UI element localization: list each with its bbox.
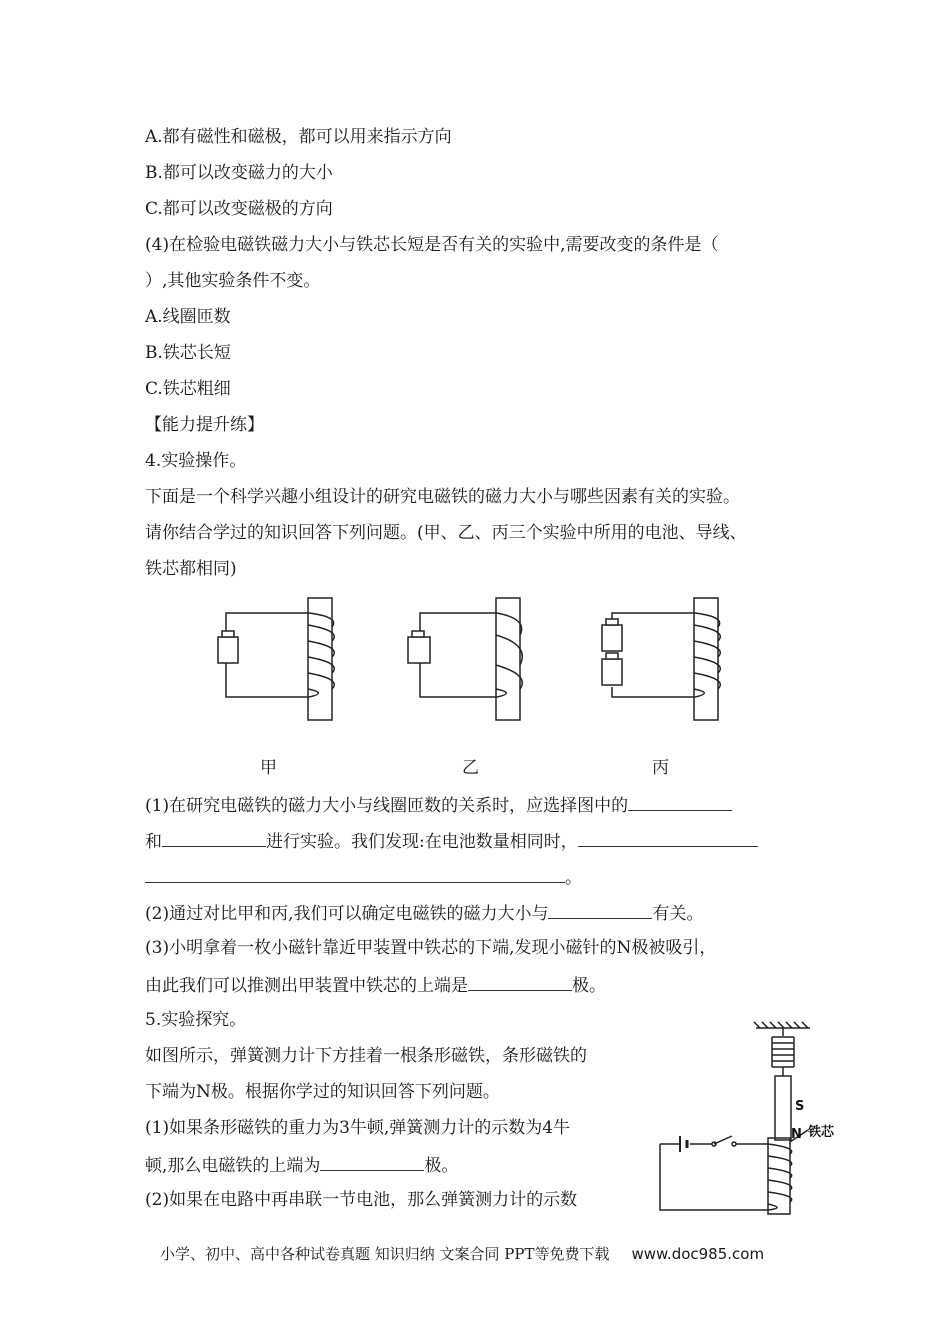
answer-blank-2[interactable]: [162, 828, 266, 847]
spring-magnet-diagram: [648, 1022, 888, 1222]
label-n: N: [791, 1127, 802, 1142]
q4-option-a: A.线圈匝数: [145, 307, 231, 327]
problem4-sub3-line1: (3)小明拿着一枚小磁针靠近甲装置中铁芯的下端,发现小磁针的N极被吸引，: [145, 938, 717, 958]
sub1-text: (1)在研究电磁铁的磁力大小与线圈匝数的关系时，应选择图中的: [145, 796, 629, 816]
problem4-sub3-line2: [145, 972, 606, 998]
answer-blank-7[interactable]: [320, 1152, 424, 1171]
problem4-sub1-line1: [145, 792, 732, 818]
problem5-intro-line1: 如图所示，弹簧测力计下方挂着一根条形磁铁，条形磁铁的: [145, 1046, 587, 1066]
diagram-jia: [212, 595, 362, 725]
problem4-intro-line2: 请你结合学过的知识回答下列问题。(甲、乙、丙三个实验中所用的电池、导线、: [145, 523, 747, 543]
p5-sub1-text: 顿,那么电磁铁的上端为: [145, 1156, 321, 1176]
problem4-sub1-line3: [145, 864, 582, 890]
footer: [160, 1243, 764, 1265]
footer-url[interactable]: www.doc985.com: [631, 1245, 765, 1263]
problem4-intro-line1: 下面是一个科学兴趣小组设计的研究电磁铁的磁力大小与哪些因素有关的实验。: [145, 487, 740, 507]
problem4-intro-line3: 铁芯都相同): [145, 559, 237, 579]
q4-stem-line2: ）,其他实验条件不变。: [145, 271, 321, 291]
problem5-sub2-line1: (2)如果在电路中再串联一节电池，那么弹簧测力计的示数: [145, 1190, 578, 1210]
problem5-sub1-line1: (1)如果条形磁铁的重力为3牛顿,弹簧测力计的示数为4牛: [145, 1118, 571, 1138]
problem4-title: 4.实验操作。: [145, 451, 247, 471]
q4-option-b: B.铁芯长短: [145, 343, 231, 363]
answer-blank-5[interactable]: [548, 900, 652, 919]
q3-option-b: B.都可以改变磁力的大小: [145, 163, 333, 183]
q4-stem-line1: (4)在检验电磁铁磁力大小与铁芯长短是否有关的实验中,需要改变的条件是（: [145, 235, 719, 255]
problem5-intro-line2: 下端为N极。根据你学过的知识回答下列问题。: [145, 1082, 500, 1102]
diagram-yi: [400, 595, 550, 725]
answer-blank-1[interactable]: [628, 792, 732, 811]
answer-blank-3[interactable]: [578, 828, 758, 847]
sub1-end-text: 。: [565, 868, 582, 888]
sub1-line2-text: 进行实验。我们发现:在电池数量相同时，: [266, 832, 578, 852]
footer-text: 小学、初中、高中各种试卷真题 知识归纳 文案合同 PPT等免费下载: [160, 1245, 610, 1263]
label-s: S: [795, 1099, 805, 1114]
diagram-bing: [590, 595, 740, 725]
sub1-and-text: 和: [145, 832, 162, 852]
p5-sub1-post-text: 极。: [424, 1156, 459, 1176]
problem5-title: 5.实验探究。: [145, 1010, 247, 1030]
caption-yi: 乙: [462, 758, 479, 778]
sub3-post-text: 极。: [572, 976, 606, 996]
section-heading: 【能力提升练】: [145, 415, 264, 435]
sub2-post-text: 有关。: [652, 904, 704, 924]
caption-jia: 甲: [260, 758, 277, 778]
q3-option-c: C.都可以改变磁极的方向: [145, 199, 333, 219]
sub2-text: (2)通过对比甲和丙,我们可以确定电磁铁的磁力大小与: [145, 904, 549, 924]
answer-blank-4[interactable]: [145, 864, 565, 883]
caption-bing: 丙: [652, 758, 669, 778]
problem4-sub2: [145, 900, 703, 926]
q4-option-c: C.铁芯粗细: [145, 379, 231, 399]
problem4-sub1-line2: [145, 828, 758, 854]
problem5-sub1-line2: [145, 1152, 458, 1178]
sub3-text: 由此我们可以推测出甲装置中铁芯的上端是: [145, 976, 468, 996]
answer-blank-6[interactable]: [468, 972, 572, 991]
q3-option-a: A.都有磁性和磁极，都可以用来指示方向: [145, 127, 452, 147]
label-iron-core: 铁芯: [808, 1125, 835, 1140]
